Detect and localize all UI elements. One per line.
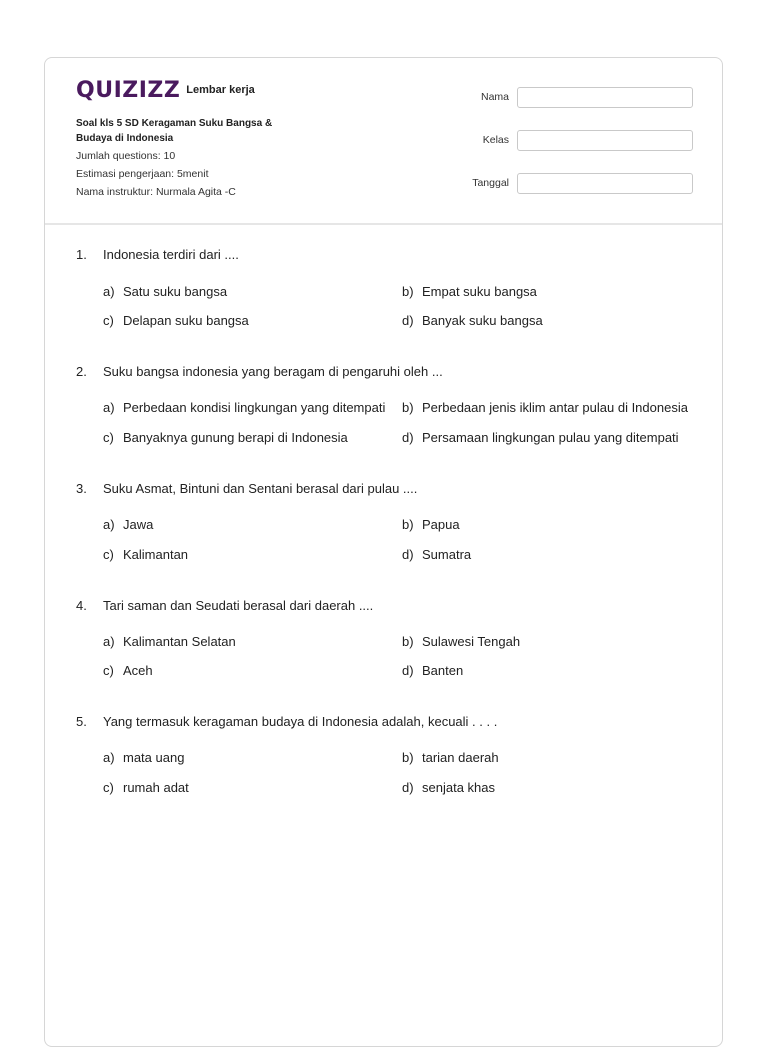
option-text: Persamaan lingkungan pulau yang ditempati <box>422 430 679 445</box>
question-number: 5. <box>76 714 87 729</box>
option-a <box>103 750 184 765</box>
questions-count: Jumlah questions: 10 <box>76 150 176 162</box>
option-letter: a) <box>103 517 115 532</box>
option-text: Aceh <box>123 663 153 678</box>
option-letter: d) <box>402 313 414 328</box>
option-c <box>103 780 189 795</box>
option-a <box>103 284 227 299</box>
worksheet-label: Lembar kerja <box>186 84 255 96</box>
option-b <box>402 400 688 415</box>
option-letter: d) <box>402 430 414 445</box>
logo-row <box>76 80 255 102</box>
option-d <box>402 547 471 562</box>
option-letter: a) <box>103 634 115 649</box>
name-label: Nama <box>480 91 509 103</box>
option-text: Satu suku bangsa <box>123 284 228 299</box>
question-text: Suku Asmat, Bintuni dan Sentani berasal dari pulau .... <box>103 481 418 496</box>
option-d <box>402 663 463 678</box>
option-letter: c) <box>103 313 114 328</box>
worksheet-page <box>44 57 723 1047</box>
option-letter: b) <box>402 750 414 765</box>
option-c <box>103 663 153 678</box>
option-letter: c) <box>103 780 114 795</box>
worksheet-header <box>45 58 722 225</box>
option-text: Empat suku bangsa <box>422 284 537 299</box>
option-letter: b) <box>402 400 414 415</box>
option-letter: a) <box>103 284 115 299</box>
option-text: Delapan suku bangsa <box>123 313 249 328</box>
class-label: Kelas <box>482 134 509 146</box>
option-text: Banyaknya gunung berapi di Indonesia <box>123 430 348 445</box>
option-text: Papua <box>422 517 460 532</box>
option-b <box>402 284 537 299</box>
option-text: Sulawesi Tengah <box>422 634 521 649</box>
option-letter: d) <box>402 663 414 678</box>
option-text: Kalimantan <box>123 547 189 562</box>
option-d <box>402 430 679 445</box>
question-text: Yang termasuk keragaman budaya di Indonesia adalah, kecuali . . . . <box>103 714 498 729</box>
question-number: 1. <box>76 247 87 262</box>
option-text: mata uang <box>123 750 185 765</box>
option-text: rumah adat <box>123 780 189 795</box>
option-b <box>402 634 520 649</box>
quiz-title: Soal kls 5 SD Keragaman Suku Bangsa & Budaya di Indonesia <box>76 118 273 144</box>
option-letter: b) <box>402 517 414 532</box>
option-letter: b) <box>402 284 414 299</box>
quizizz-logo: QUIZIZZ <box>76 78 181 103</box>
class-field[interactable] <box>517 130 693 151</box>
option-a <box>103 400 385 415</box>
option-letter: d) <box>402 547 414 562</box>
option-letter: c) <box>103 663 114 678</box>
estimated-time: Estimasi pengerjaan: 5menit <box>76 168 209 180</box>
option-b <box>402 750 499 765</box>
option-d <box>402 780 495 795</box>
date-label: Tanggal <box>472 177 509 189</box>
option-text: Perbedaan kondisi lingkungan yang ditempati <box>123 400 386 415</box>
name-field[interactable] <box>517 87 693 108</box>
option-letter: a) <box>103 400 115 415</box>
option-d <box>402 313 543 328</box>
question-text: Suku bangsa indonesia yang beragam di pengaruhi oleh ... <box>103 364 443 379</box>
option-b <box>402 517 460 532</box>
option-letter: d) <box>402 780 414 795</box>
option-a <box>103 517 153 532</box>
option-letter: a) <box>103 750 115 765</box>
option-c <box>103 547 188 562</box>
question-number: 4. <box>76 598 87 613</box>
option-text: Banyak suku bangsa <box>422 313 543 328</box>
question-number: 3. <box>76 481 87 496</box>
date-field[interactable] <box>517 173 693 194</box>
option-text: Jawa <box>123 517 154 532</box>
option-c <box>103 430 348 445</box>
option-text: Kalimantan Selatan <box>123 634 236 649</box>
question-text: Indonesia terdiri dari .... <box>103 247 239 262</box>
option-letter: b) <box>402 634 414 649</box>
option-text: senjata khas <box>422 780 495 795</box>
option-c <box>103 313 249 328</box>
option-text: Banten <box>422 663 464 678</box>
instructor-name: Nama instruktur: Nurmala Agita -C <box>76 186 236 198</box>
option-text: Perbedaan jenis iklim antar pulau di Indonesia <box>422 400 688 415</box>
question-text: Tari saman dan Seudati berasal dari daerah .... <box>103 598 374 613</box>
option-text: tarian daerah <box>422 750 499 765</box>
option-letter: c) <box>103 547 114 562</box>
option-text: Sumatra <box>422 547 472 562</box>
option-a <box>103 634 236 649</box>
question-number: 2. <box>76 364 87 379</box>
option-letter: c) <box>103 430 114 445</box>
